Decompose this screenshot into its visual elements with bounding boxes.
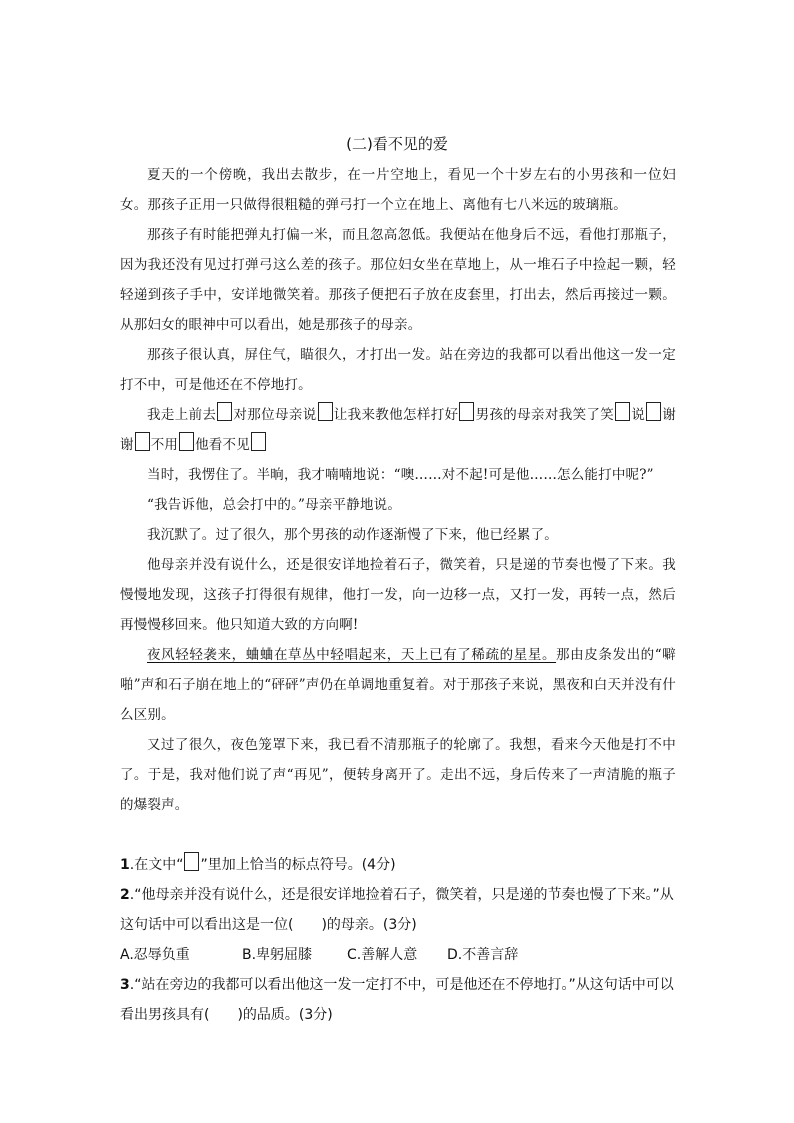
question-text: .在文中“ [129,857,184,873]
question-number: 1 [120,857,130,873]
option-d[interactable]: D.不善言辞 [447,947,519,963]
passage-body [120,160,676,820]
passage-title: (二)看不见的爱 [346,135,448,153]
text-fragment: 我走上前去 [147,407,217,423]
question-2-options [120,940,680,970]
option-a[interactable]: A.忍辱负重 [120,947,190,963]
text-fragment: 让我来教他怎样打好 [333,407,459,423]
paragraph: 他母亲并没有说什么，还是很安详地捡着石子，微笑着，只是递的节奏也慢了下来。我慢慢地发现，这孩子打得很有规律，他打一发，向一边移一点，又打一发，再转一点，然后再慢慢移回来。他只知道大致的方向啊! [120,557,676,633]
punctuation-blank-box[interactable] [135,432,150,451]
question-1 [120,850,680,880]
text-fragment: 谢谢 [120,407,677,453]
punctuation-blank-box[interactable] [217,402,232,421]
question-3 [120,970,680,1030]
text-fragment: 对那位母亲说 [233,407,317,423]
text-fragment: 说 [631,407,646,423]
paragraph: 那孩子很认真，屏住气，瞄很久，才打出一发。站在旁边的我都可以看出他这一发一定打不中，可是他还在不停地打。 [120,347,676,393]
paragraph: “我告诉他，总会打中的。”母亲平静地说。 [147,497,402,513]
paragraph [120,640,676,730]
paragraph: 夏天的一个傍晚，我出去散步，在一片空地上，看见一个十岁左右的小男孩和一位妇女。那孩子正用一只做得很粗糙的弹弓打一个立在地上、离他有七八米远的玻璃瓶。 [120,167,676,213]
question-number: 2 [120,887,130,903]
underlined-sentence: 夜风轻轻袭来，蛐蛐在草丛中轻唱起来，天上已有了稀疏的星星。 [147,647,557,663]
question-section [120,850,680,1030]
punctuation-blank-box[interactable] [318,402,333,421]
option-b[interactable]: B.卑躬屈膝 [242,947,313,963]
text-fragment: 那由皮条发出的“噼啪”声和石子崩在地上的“砰砰”声仍在单调地重复着。对于那孩子来说，黑夜和白天并没有什么区别。 [120,647,676,723]
paragraph: 当时，我愣住了。半晌，我才喃喃地说：“噢……对不起!可是他……怎么能打中呢?” [147,467,654,483]
question-2 [120,880,680,940]
paragraph: 那孩子有时能把弹丸打偏一米，而且忽高忽低。我便站在他身后不远，看他打那瓶子，因为我还没有见过打弹弓这么差的孩子。那位妇女坐在草地上，从一堆石子中捡起一颗，轻轻递到孩子手中，安详地微笑着。那孩子便把石子放在皮套里，打出去，然后再接过一颗。从那妇女的眼神中可以看出，她是那孩子的母亲。 [120,227,676,333]
question-text: .“他母亲并没有说什么，还是很安详地捡着石子，微笑着，只是递的节奏也慢了下来。”从这句话中可以看出这是一位( )的母亲。(3分) [120,887,674,933]
punctuation-blank-box[interactable] [251,432,266,451]
text-fragment: 他看不见 [195,437,250,453]
punctuation-blank-box[interactable] [615,402,630,421]
paragraph: 又过了很久，夜色笼罩下来，我已看不清那瓶子的轮廓了。我想，看来今天他是打不中了。于是，我对他们说了声“再见”，便转身离开了。走出不远，身后传来了一声清脆的瓶子的爆裂声。 [120,737,676,813]
paragraph-with-blanks [120,400,676,460]
punctuation-blank-box[interactable] [646,402,661,421]
paragraph: 我沉默了。过了很久，那个男孩的动作逐渐慢了下来，他已经累了。 [147,527,558,543]
punctuation-blank-box[interactable] [459,402,474,421]
question-text: .“站在旁边的我都可以看出他这一发一定打不中，可是他还在不停地打。”从这句话中可以看出男孩具有( )的品质。(3分) [120,977,674,1023]
punctuation-blank-box [184,852,199,871]
punctuation-blank-box[interactable] [179,432,194,451]
question-number: 3 [120,977,130,993]
text-fragment: 不用 [150,437,179,453]
question-text: ”里加上恰当的标点符号。(4分) [200,857,396,873]
text-fragment: 男孩的母亲对我笑了笑 [475,407,615,423]
option-c[interactable]: C.善解人意 [347,947,418,963]
